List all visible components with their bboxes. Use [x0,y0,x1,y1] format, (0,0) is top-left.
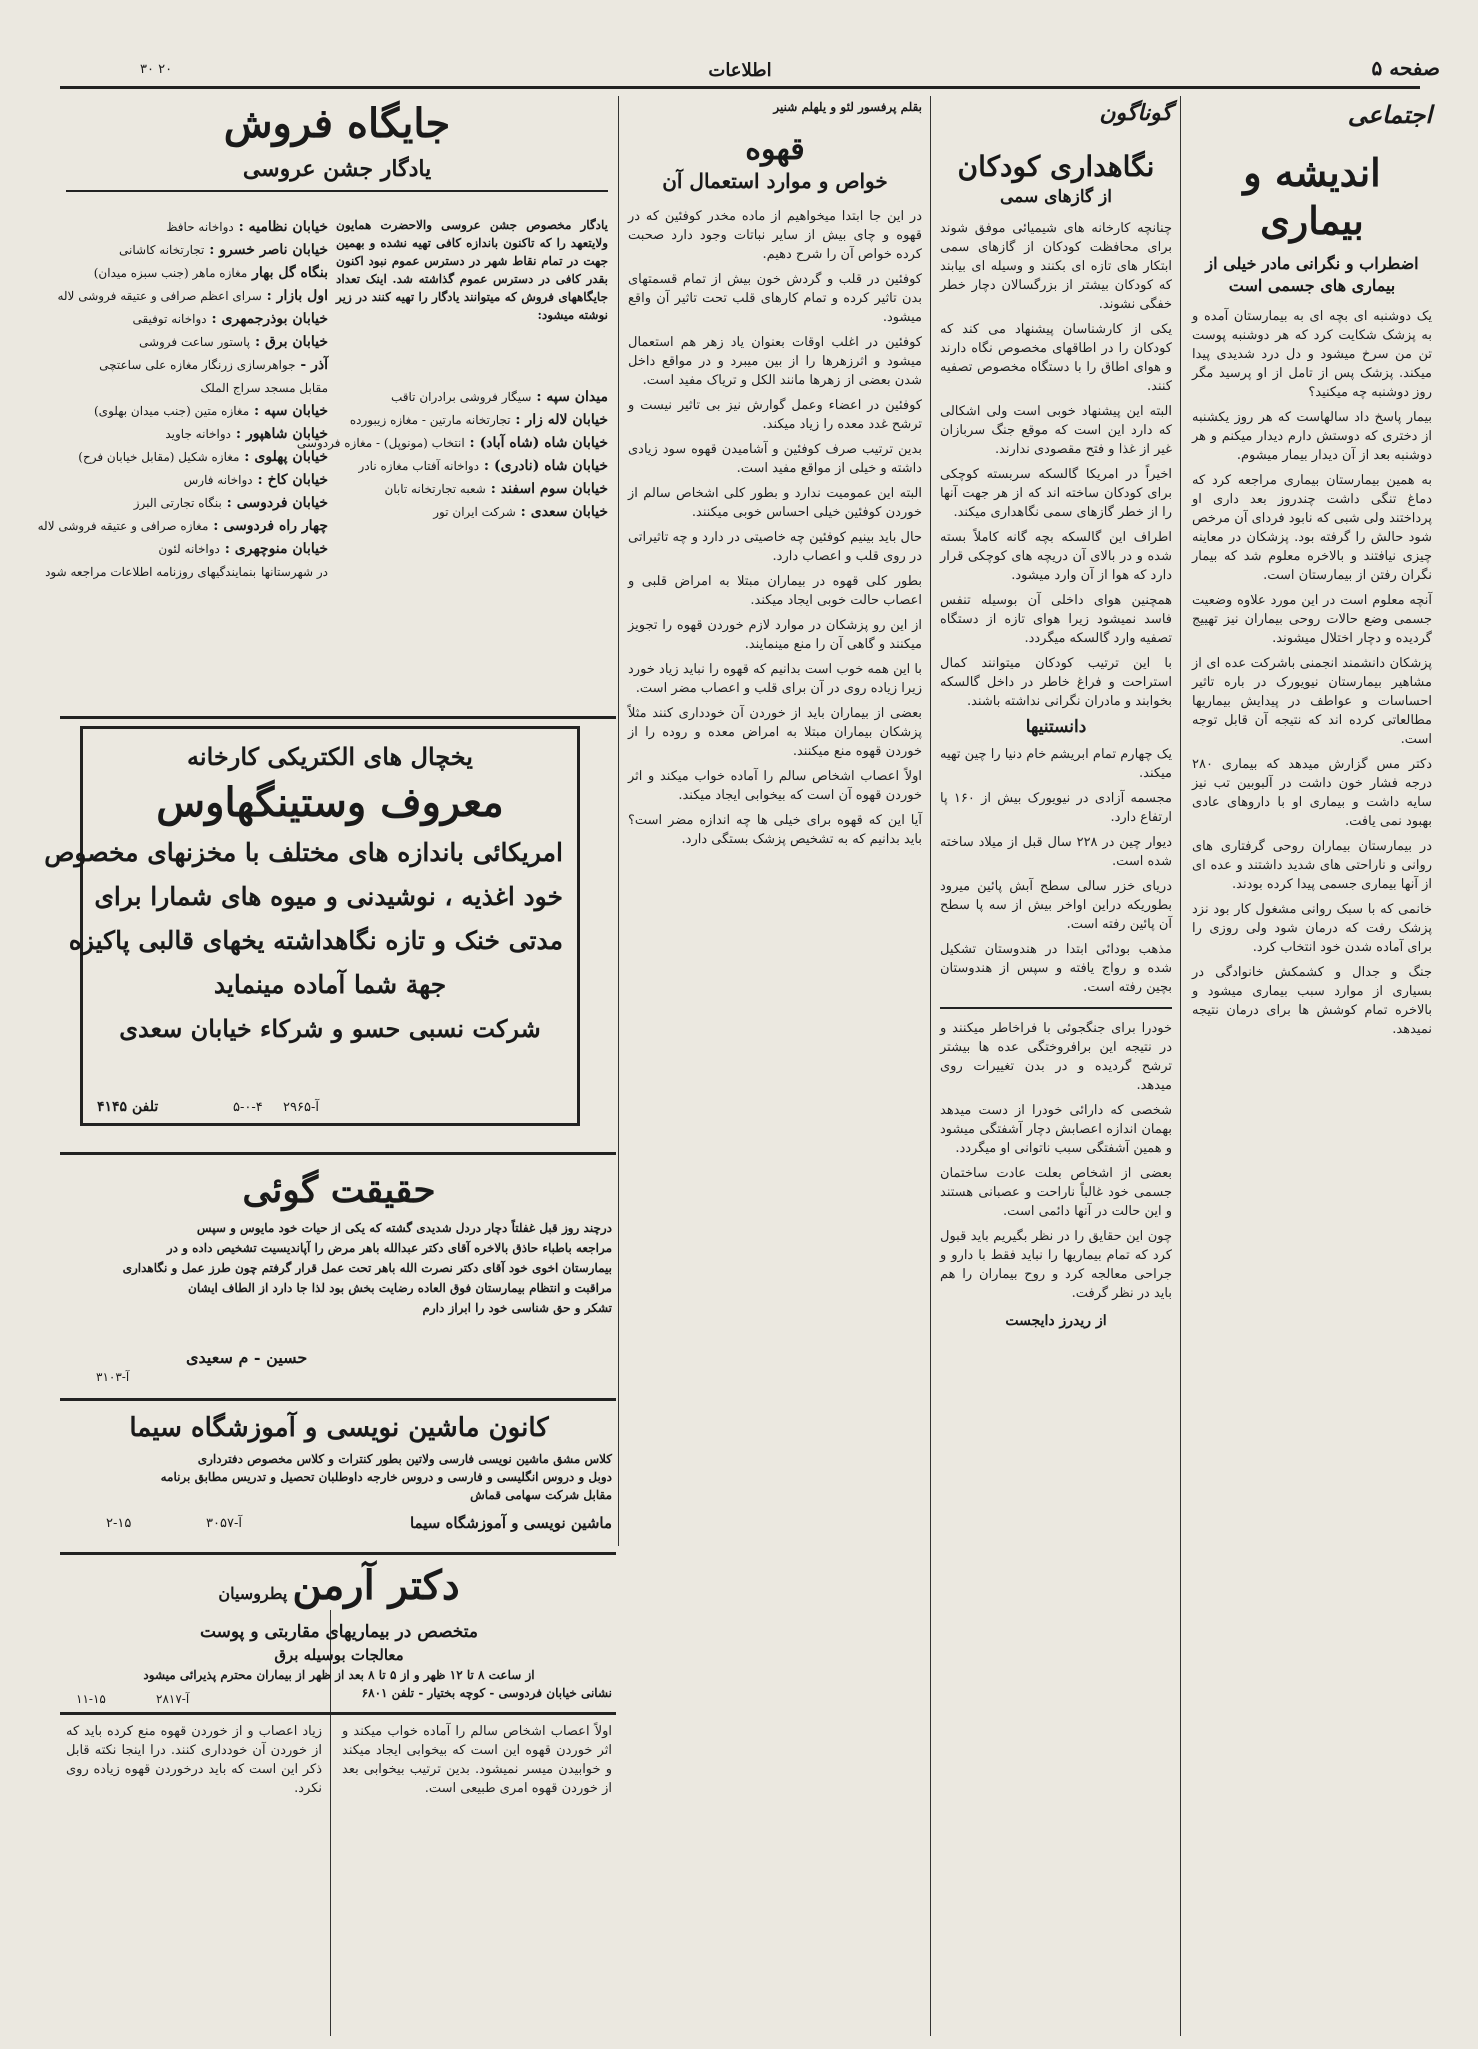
article-subtitle: خواص و موارد استعمال آن [662,169,888,193]
ad-line: کلاس مشق ماشین نویسی فارسی ولاتین بطور کنترات و کلاس مخصوص دفترداری [197,1452,612,1466]
article-body [940,219,1172,711]
paragraph: همچنین هوای داخلی آن بوسیله تنفس فاسد نمیشود زیرا هوای تازه از دستگاه تصفیه وارد گالسکه میگردد. [940,593,1172,646]
paragraph: اولاً اعصاب اشخاص سالم را آماده خواب میکند و اثر خوردن قهوه آن است که بیخوابی ایجاد میکند. [628,769,922,803]
ad-line: درچند روز قبل غفلتاً دچار دردل شدیدی گشته که یکی از حیات خود مایوس و سپس [196,1221,612,1235]
paragraph: پزشکان دانشمند انجمنی باشرکت عده ای از مشاهیر بیمارستان نیویورک در باره تاثیر احساسات و عواطف در پیدایش بیماریها مطالعاتی کرده اند که نتیجه آن قابل توجه است. [1192,656,1432,747]
article-body [628,207,922,849]
paragraph: چون این حقایق را در نظر بگیریم باید قبول کرد که تمام بیماریها را نباید فقط با دارو و جراحی معالجه کرد و روح بیماران را هم باید در نظر گرفت. [940,1229,1172,1301]
ad-doctor [66,1560,612,1710]
fact-item: دریای خزر سالی سطح آبش پائین میرود بطوریکه دراین اواخر بیش از سه پا سطح آن پائین رفته است. [940,879,1172,932]
ad-westinghouse [44,726,580,1126]
ad-line: امریکائی باندازه های مختلف با مخزنهای مخصوص [44,838,563,867]
paragraph: با این همه خوب است بدانیم که قهوه را نباید زیاد خورد زیرا زیاده روی در آن برای قلب و اعصاب مضر است. [628,662,922,696]
ad-line: مقابل شرکت سهامی قماش [470,1488,612,1502]
fact-item: دیوار چین در ۲۲۸ سال قبل از میلاد ساخته شده است. [940,835,1172,869]
paragraph: کوفئین در اغلب اوقات بعنوان یاد زهر هم استعمال میشود و اثرزهرها را از بین میبرد و در مواقع داخل شدن بعضی از زهرها مانند الکل و تریاک مفید است. [628,335,922,388]
paper-name: اطلاعات [708,60,772,81]
continuation-body [940,1019,1172,1303]
top-note: بقلم پرفسور لئو و یلهلم شنیر [773,100,922,114]
station-row: بنگاه گل بهار مغازه ماهر (جنب سبزه میدان) [93,265,328,281]
station-row: خیابان لاله زار : تجارتخانه مارتین - مغازه زیبورده [349,412,608,428]
ad-line: معالجات بوسیله برق [274,1646,404,1664]
article-subtitle: از گازهای سمی [1000,187,1112,207]
col-divider-3 [618,96,619,1546]
paragraph: بعضی از اشخاص بعلت عادت ساختمان جسمی خود غالباً ناراحت و عصبانی هستند و این حالت در آنها دائمی است. [940,1166,1172,1219]
ad-jaygah-forush [37,96,608,708]
ad-code: آ-۲۹۶۵ [283,1100,319,1115]
section-rule [60,1712,616,1715]
article-title: قهوه [745,132,805,167]
byline: از ریدرز دایجست [1005,1313,1107,1329]
station-row: خیابان سوم اسفند : شعبه تجارتخانه تابان [384,481,608,497]
station-row: خیابان شاه (شاه آباد) : انتخاب (مونوپل) - مغازه فردوسی [296,435,608,451]
paragraph: چنانچه کارخانه های شیمیائی موفق شوند برای محافظت کودکان از گازهای سمی ابتکار های تازه ای بکنند و وسیله ای بیابند که کودکان بیشتر از بزرگسالان دچار خطر خفگی نشوند. [940,221,1172,312]
article-title: اندیشه و بیماری [1243,150,1381,243]
paragraph: بطور کلی قهوه در بیماران مبتلا به امراض قلبی و اعصاب حالت خوبی ایجاد میکند. [628,574,922,608]
station-row: خیابان کاخ : دواخانه فارس [183,472,328,488]
ad-brand: معروف وستینگهاوس [156,779,504,826]
ad-code: آ-۳۰۵۷ [206,1516,242,1531]
paragraph: با این ترتیب کودکان میتوانند کمال استراحت و فراغ خاطر در داخل گالسکه بخوابند و مادران نگرانی نداشته باشند. [940,656,1172,709]
station-row: اول بازار : سرای اعظم صرافی و عتیقه فروشی لاله [57,288,328,304]
ad-title: حقیقت گوئی [242,1169,436,1211]
ad-line: مدتی خنک و تازه نگاهداشته یخهای قالبی پاکیزه [68,926,563,955]
ad-sima [66,1406,612,1548]
ad-signature: حسین - م سعیدی [186,1348,308,1367]
ad-line: بیمارستان اخوی خود آقای دکتر نصرت الله باهر تحت عمل قرار گرفتم چون طرز عمل و نگاهداری [122,1261,612,1275]
ad-subtitle: یادگار جشن عروسی [242,156,432,182]
date-stub: ۳۰ ۲۰ [140,62,173,77]
paragraph: بیمار پاسخ داد سالهاست که هر روز یکشنبه از دختری که دوستش دارم دیدار میکنم و هر دوشنبه بعد از آن دیدار بیمار میشوم. [1192,410,1432,463]
paragraph: بدین ترتیب صرف کوفئین و آشامیدن قهوه سود زیادی داشته و خیلی از مواقع مفید است. [628,442,922,476]
paragraph: اخیراً در امریکا گالسکه سربسته کوچکی برای کودکان ساخته اند که از هر جهت آنها را از خطر گازهای سمی نگاهداری میکند. [940,467,1172,520]
ad-line: متخصص در بیماریهای مقاربتی و پوست [199,1622,479,1642]
ad-line: نشانی خیابان فردوسی - کوچه بختیار - تلفن ۶۸۰۱ [361,1686,612,1700]
ad-line: دوبل و دروس انگلیسی و فارسی و دروس خارجه داوطلبان تحصیل و تدریس مطابق برنامه [160,1470,612,1484]
section-tag: گوناگون [1099,100,1172,126]
ad-body [66,1218,612,1318]
section-rule [60,1152,616,1155]
station-row: خیابان برق : پاستور ساعت فروشی [138,334,328,350]
ad-phone: تلفن ۴۱۴۵ [97,1099,159,1115]
station-row: مقابل مسجد سراج الملک [200,381,328,395]
ad-line: جهة شما آماده مینماید [213,970,447,999]
ad-company: شرکت نسبی حسو و شرکاء خیابان سعدی [119,1014,541,1043]
ad-line: یخچال های الکتریکی کارخانه [187,742,473,771]
divider [940,1007,1172,1009]
section-tag: اجتماعی [1347,100,1432,129]
ad-title: کانون ماشین نویسی و آموزشگاه سیما [129,1413,549,1443]
paragraph: خانمی که با سبک روانی مشغول کار بود نزد پزشک رفت که درمان شود ولی روزی را برای آماده شدن خود انتخاب کرد. [1192,902,1432,955]
paragraph: کوفئین در اعضاء وعمل گوارش نیز بی تاثیر نیست و ترشح غدد معده را زیاد میکند. [628,398,922,432]
ad-code-secondary: ۲-۱۵ [106,1516,132,1531]
section-rule [60,716,616,719]
paragraph: بعضی از بیماران باید از خوردن آن خودداری کنند مثلاً پزشکان بیماران مبتلا به امراض معده و روده را از خوردن قهوه منع میکنند. [628,706,922,759]
paragraph: یکی از کارشناسان پیشنهاد می کند که کودکان را در اطاقهای مخصوص نگاه دارند و هوای اطاق را با دستگاه مخصوص تصفیه کنند. [940,322,1172,394]
station-row: خیابان فردوسی : بنگاه تجارتی البرز [133,495,328,511]
paragraph: حال باید بینیم کوفئین چه خاصیتی در دارد و چه تاثیراتی در روی قلب و اعصاب دارد. [628,530,922,564]
paragraph: شخصی که دارائی خودرا از دست میدهد بهمان اندازه اعصابش دچار آشفتگی میشود و همین آشفتگی سبب ناتوانی او میگردد. [940,1103,1172,1156]
article-title: نگاهداری کودکان [957,150,1155,183]
station-row: آذر - جواهرسازی زرنگار مغازه علی ساعتچی [99,357,328,373]
fact-item: یک چهارم تمام ابریشم خام دنیا را چین تهیه میکند. [940,747,1172,781]
col-divider-2 [930,96,931,2036]
ad-line: خود اغذیه ، نوشیدنی و میوه های شمارا برای [94,882,563,911]
ad-title: دکتر آرمن [292,1562,460,1609]
paragraph: البته این عمومیت ندارد و بطور کلی اشخاص سالم از خوردن کوفئین خیلی احساس خوبی میکنند. [628,486,922,520]
section-rule [60,1398,616,1401]
ad-footer: ماشین نویسی و آموزشگاه سیما [409,1514,612,1532]
fact-item: مجسمه آزادی در نیویورک بیش از ۱۶۰ پا ارتفاع دارد. [940,791,1172,825]
col-divider-1 [1180,96,1181,2036]
ad-line: مراجعه باطباء حاذق بالاخره آقای دکتر عبدالله باهر مرض را آپاندیسیت تشخیص داده و در [166,1241,612,1255]
stations-list-secondary [296,386,608,524]
page-number: صفحه ۵ [1371,56,1440,80]
ad-code: آ-۳۱۰۳ [96,1370,130,1384]
station-row: خیابان منوچهری : دواخانه لئون [158,541,328,557]
station-row: خیابان شاه (نادری) : دواخانه آفتاب مغازه نادر [358,458,608,474]
paragraph: در بیمارستان بیماران روحی گرفتاری های روانی و ناراحتی های شدید داشتند و عده ای از آنها بیماری جسمی پیدا کرده بودند. [1192,839,1432,892]
paragraph: آیا این که قهوه برای خیلی ها چه اندازه مضر است؟ باید بدانیم که به تشخیص پزشک بستگی دارد. [628,813,922,847]
station-row: خیابان ناصر خسرو : تجارتخانه کاشانی [119,242,328,258]
divider [66,190,608,192]
continuation-col-right: اولاً اعصاب اشخاص سالم را آماده خواب میکند و اثر خوردن قهوه این است که بیخوابی ایجاد میکند و خوابیدن میسر نمیشود. بدین ترتیب بیخوابی بعد از خوردن قهوه امری طبیعی است. [342,1724,612,1796]
paragraph: دکتر مس گزارش میدهد که بیماری ۲۸۰ درجه فشار خون داشت در آلبوبین تب نیز سایه داشت و بیماری او با داروهای عادی بهبود نمی یافت. [1192,757,1432,829]
ad-code-secondary: ۵-۰-۴ [233,1100,263,1115]
paragraph: خودرا برای جنگجوئی با فراخاطر میکنند و در نتیجه این برافروختگی عده ها بیشتر ترشح گردیده و در بدن تغییرات روی میدهد. [940,1021,1172,1093]
ad-line: مراقبت و انتظام بیمارستان فوق العاده رضایت بخش بود لذا جا دارد از الطاف ایشان [188,1281,612,1295]
facts-list [940,745,1172,997]
ad-body [66,1450,612,1504]
station-row: خیابان بوذرجمهری : دواخانه توفیقی [132,311,328,327]
ad-heading [66,1560,612,1620]
ad-code: آ-۲۸۱۷ [156,1692,190,1706]
station-row: خیابان سعدی : شرکت ایران تور [433,504,608,520]
station-row: خیابان پهلوی : مغازه شکیل (مقابل خیابان فرح) [78,449,328,465]
sub-heading: دانستنیها [1025,717,1087,737]
station-row: در شهرستانها بنمایندگیهای روزنامه اطلاعات مراجعه شود [45,565,328,579]
paragraph: آنچه معلوم است در این مورد علاوه وضعیت جسمی وضع حالات روحی بیماران نیز تهییج گردیده و دچار اختلال میشوند. [1192,593,1432,646]
station-row: خیابان سپه : مغازه متین (جنب میدان بهلوی) [94,403,328,419]
article-subtitle: اضطراب و نگرانی مادر خیلی از بیماری های جسمی است [1205,254,1419,295]
fact-item: مذهب بودائی ابتدا در هندوستان تشکیل شده و رواج یافته و سپس از هندوستان بچین رفته است. [940,942,1172,995]
column-ghahve [628,100,922,2030]
paragraph: البته این پیشنهاد خوبی است ولی اشکالی که دارد این است که موقع جنگ سربازان غیر از غذا و فتح مقصودی ندارند. [940,404,1172,457]
column-ejtemai [1192,100,1432,2040]
section-rule [60,1552,616,1555]
station-row: خیابان شاهپور : دواخانه جاوید [165,426,328,442]
column-goonagoon [940,100,1172,2040]
ad-intro: یادگار مخصوص جشن عروسی والاحضرت همایون ولایتعهد را که تاکنون باندازه کافی تهیه نشده و بهمین جهت در تمام نقاط شهر در دسترس عموم نبود اکنون بقدر کافی در دسترس عموم گذاشته شد. اینک تعداد جایگاههای فروش که میتوانند یادگار را تهیه کنند در زیر نوشته میشود: [336,218,608,322]
ad-haghighat [66,1162,612,1392]
paragraph: جنگ و جدال و کشمکش خانوادگی در بسیاری از موارد سبب بیماری میشود و بالاخره تمام کوشش ها برای درمان نتیجه نمیدهد. [1192,965,1432,1037]
stations-list-primary [37,216,328,584]
article-body [1192,307,1432,1039]
station-row: میدان سپه : سیگار فروشی برادران تاقب [390,389,608,405]
ad-code-secondary: ۱۱-۱۵ [76,1692,106,1706]
station-row: چهار راه فردوسی : مغازه صرافی و عتیقه فروشی لاله [37,518,328,534]
ad-line: تشکر و حق شناسی خود را ابراز دارم [422,1301,612,1315]
station-row: خیابان نظامیه : دواخانه حافظ [166,219,328,235]
ad-title-suffix: پطروسیان [218,1584,288,1603]
ad-line: از ساعت ۸ تا ۱۲ ظهر و از ۵ تا ۸ بعد از ظهر از بیماران محترم پذیرائی میشود [143,1668,535,1682]
paragraph: در این جا ابتدا میخواهیم از ماده مخدر کوفئین که در قهوه و چای بیش از سایر نباتات وجود دارد صحبت کرده خواص آن را شرح دهیم. [628,209,922,262]
continuation-col-left: زیاد اعصاب و از خوردن قهوه منع کرده باید که از خوردن آن خودداری کنند. درا اینجا نکته قابل ذکر این است که باید درخوردن قهوه زیاده روی نکرد. [66,1724,322,1796]
paragraph: کوفئین در قلب و گردش خون بیش از تمام قسمتهای بدن تاثیر کرده و تمام کارهای قلب تحت تاثیر آن واقع میشود. [628,272,922,325]
paragraph: از این رو پزشکان در موارد لازم خوردن قهوه را تجویز میکنند و گاهی آن را منع مینمایند. [628,618,922,652]
ad-title: جایگاه فروش [223,100,451,147]
header-rule [60,86,1420,89]
paragraph: اطراف این گالسکه بچه گانه کاملاً بسته شده و در بالای آن دریچه های کوچکی قرار دارد که هوا از آن وارد میشود. [940,530,1172,583]
paragraph: به همین بیمارستان بیماری مراجعه کرد که دماغ تنگی داشت چندروز بعد داری او پرداختند ولی شبی که نابود فردای آن مرخص شود حالش را گرفته بود. پزشکان در معاینه چیزی نیافتند و بالاخره معلوم شد که بیمار نگران رفتن از بیمارستان است. [1192,473,1432,583]
paragraph: یک دوشنبه ای بچه ای به بیمارستان آمده و به پزشک شکایت کرد که هر دوشنبه پوست تن من سرخ میشود و دل درد شدیدی پیدا میکند. پزشک پس از تامل از او پرسید مگر روز دوشنبه چه میکنید؟ [1192,309,1432,400]
